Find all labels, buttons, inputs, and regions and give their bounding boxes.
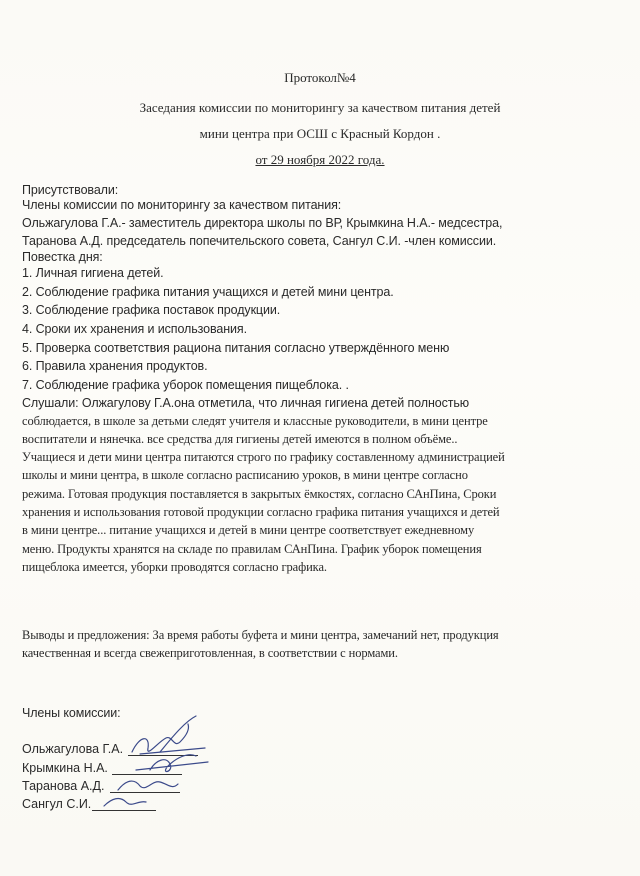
- protocol-subtitle-2: мини центра при ОСШ с Красный Кордон .: [199, 126, 441, 141]
- protocol-date: от 29 ноября 2022 года.: [255, 152, 385, 167]
- agenda-item: 4. Сроки их хранения и использования.: [22, 322, 247, 336]
- heard-line: режима. Готовая продукция поставляется в закрытых ёмкостях, согласно САнПина, Сроки: [22, 487, 497, 501]
- agenda-heading: Повестка дня:: [22, 250, 103, 264]
- heard-line: воспитатели и нянечка. все средства для гигиены детей имеются в полном объёме..: [22, 432, 458, 446]
- present-heading: Присутствовали:: [22, 183, 119, 197]
- agenda-item: 5. Проверка соответствия рациона питания согласно утверждённого меню: [22, 341, 450, 355]
- signature-name: Сангул С.И.: [22, 797, 92, 811]
- heard-line: меню. Продукты хранятся на складе по правилам САнПина. График уборок помещения: [22, 542, 482, 556]
- agenda-item: 7. Соблюдение графика уборок помещения пищеблока. .: [22, 378, 349, 392]
- members-text-1: Ольжагулова Г.А.- заместитель директора школы по ВР, Крымкина Н.А.- медсестра,: [22, 216, 503, 230]
- agenda-item: 2. Соблюдение графика питания учащихся и детей мини центра.: [22, 285, 394, 299]
- heard-line: соблюдается, в школе за детьми следят учителя и классные руководители, в мини центре: [22, 414, 488, 428]
- agenda-item: 1. Личная гигиена детей.: [22, 266, 164, 280]
- heard-line: пищеблока имеется, уборки проводятся согласно графика.: [22, 560, 327, 574]
- members-text-2: Таранова А.Д. председатель попечительского совета, Сангул С.И. -член комиссии.: [22, 234, 497, 248]
- heard-line: в мини центре... питание учащихся и детей в мини центре соответствует ежедневному: [22, 523, 475, 537]
- agenda-item: 6. Правила хранения продуктов.: [22, 359, 208, 373]
- heard-line: школы и мини центра, в школе согласно расписанию уроков, в мини центре согласно: [22, 468, 468, 482]
- protocol-subtitle-1: Заседания комиссии по мониторингу за качеством питания детей: [139, 100, 501, 115]
- conclusion-line: Выводы и предложения: За время работы буфета и мини центра, замечаний нет, продукция: [22, 628, 499, 642]
- heard-line: Учащиеся и дети мини центра питаются строго по графику составленному администрацией: [22, 450, 505, 464]
- protocol-title: Протокол№4: [284, 70, 356, 85]
- agenda-item: 3. Соблюдение графика поставок продукции.: [22, 303, 281, 317]
- heard-line: Слушали: Олжагулову Г.А.она отметила, что личная гигиена детей полностью: [22, 396, 470, 410]
- signatures-heading: Члены комиссии:: [22, 706, 121, 720]
- members-line: Члены комиссии по мониторингу за качеством питания:: [22, 198, 342, 212]
- signature-name: Крымкина Н.А.: [22, 761, 108, 775]
- signature-name: Таранова А.Д.: [22, 779, 105, 793]
- heard-line: хранения и использования готовой продукции согласно графика питания учащихся и детей: [22, 505, 500, 519]
- signature-name: Ольжагулова Г.А.: [22, 742, 124, 756]
- conclusion-line: качественная и всегда свежеприготовленная, в соответствии с нормами.: [22, 646, 398, 660]
